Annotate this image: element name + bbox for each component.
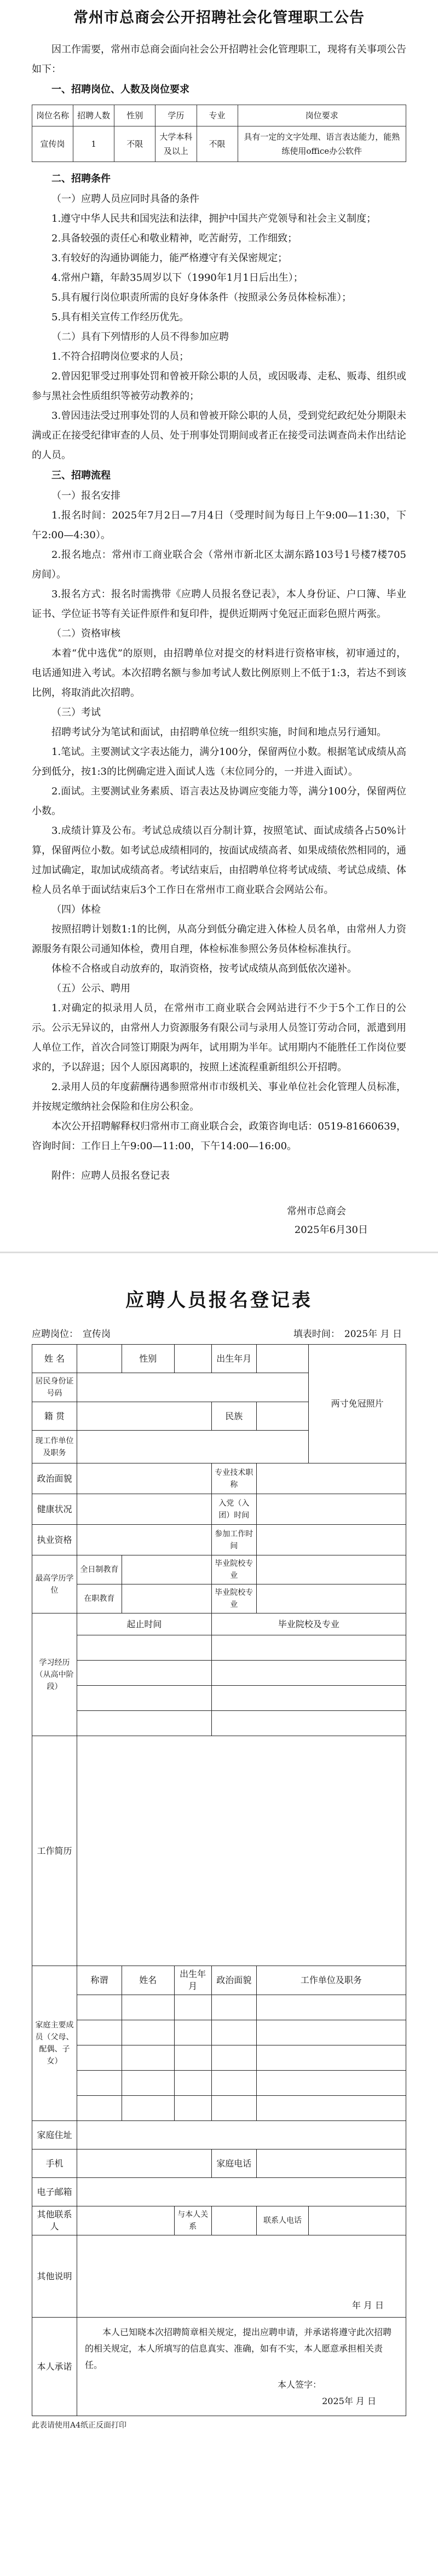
footnote: 此表请使用A4纸正反面打印 [32,2421,127,2430]
family-col: 姓名 [122,1966,174,1995]
join-label: 入党（入团）时间 [211,1494,256,1525]
family-cell[interactable] [174,2071,211,2096]
workplace-label: 现工作单位及职务 [32,1431,77,1463]
birth-input[interactable] [256,1345,309,1373]
table-cell: 具有一定的文字处理、语言表达能力，能熟练使用office办公软件 [238,126,406,162]
pledge-label: 本人承诺 [32,2318,77,2416]
title-cert-label: 专业技术职称 [211,1463,256,1494]
remark-label: 其他说明 [32,2235,77,2318]
contact-phone-input[interactable] [309,2206,406,2235]
registration-item: 3.报名方式：报名时需携带《应聘人员报名登记表》，本人身份证、户口簿、毕业证书、学位证书等有关证件原件和复印件，提供近期两寸免冠正面彩色照片两张。 [32,589,406,620]
family-col: 工作单位及职务 [256,1966,406,1995]
study-period-input[interactable] [77,1661,211,1686]
subsection-heading: （二）具有下列情形的人员不得参加应聘 [51,331,229,343]
signature-date: 2025年6月30日 [294,1224,368,1236]
work-exp-input[interactable] [77,1736,406,1966]
study-period-input[interactable] [77,1711,211,1736]
photo-box[interactable]: 两寸免冠照片 [309,1345,406,1463]
contact-phone-label: 联系人电话 [256,2206,309,2235]
ethnic-input[interactable] [256,1402,309,1431]
join-input[interactable] [256,1494,406,1525]
table-row [32,126,406,162]
attachment-line: 附件：应聘人员报名登记表 [51,1170,170,1182]
birth-label: 出生年月 [211,1345,256,1373]
edu-full-label: 全日制教育 [77,1555,122,1584]
workdate-label: 参加工作时间 [211,1525,256,1555]
exam-intro: 招聘考试分为笔试和面试，由招聘单位统一组织实施，时间和地点另行通知。 [51,727,387,738]
work-exp-label: 工作简历 [32,1736,77,1966]
exclusion-item: 2.曾因犯罪受过刑事处罚和曾被开除公职的人员，或因吸毒、走私、贩毒、组织或参与黑社会性质组织等被劳动教养的； [32,371,406,402]
address-label: 家庭住址 [32,2121,77,2149]
form-meta [32,1326,406,1340]
subsection-heading: （一）应聘人员应同时具备的条件 [51,193,199,205]
family-cell[interactable] [77,2045,122,2071]
family-cell[interactable] [174,2020,211,2045]
subsection-heading: （二）资格审核 [51,628,120,639]
email-input[interactable] [77,2178,406,2206]
study-school-input[interactable] [211,1661,406,1686]
home-phone-label: 家庭电话 [211,2149,256,2178]
exclusion-item: 3.曾因违法受过刑事处罚的人员和曾被开除公职的人员，受到党纪政纪处分期限未满或正在接受纪律审查的人员、处于刑事处罚期间或者正在接受司法调查尚未作出结论的人员。 [32,410,406,461]
family-col: 称谓 [77,1966,122,1995]
condition-item: 3.有较好的沟通协调能力，能严格遵守有关保密规定； [51,252,288,264]
positions-table [32,105,406,162]
family-cell[interactable] [77,2096,122,2121]
study-period-input[interactable] [77,1686,211,1711]
table-header: 学历 [155,105,197,126]
qual-label: 执业资格 [32,1525,77,1555]
school-major-header: 毕业院校及专业 [211,1613,406,1635]
family-col: 出生年月 [174,1966,211,1995]
form-title: 应聘人员报名登记表 [125,1289,313,1311]
review-text: 本着“优中选优”的原则，由招聘单位对提交的材料进行资格审核，初审通过的，电话通知进入考试。本次招聘名额与参加考试人数比例原则上不低于1:3，若达不到该比例，将取消此次招聘。 [32,648,406,699]
address-input[interactable] [77,2121,406,2149]
name-input[interactable] [77,1345,122,1373]
family-cell[interactable] [211,2096,256,2121]
registration-item: 2.报名地点：常州市工商业联合会（常州市新北区太湖东路103号1号楼7楼705房间）。 [32,549,406,580]
relation-input[interactable] [211,2206,256,2235]
health-input[interactable] [77,1494,211,1525]
study-school-input[interactable] [211,1686,406,1711]
subsection-heading: （五）公示、聘用 [51,983,130,994]
name-label: 姓 名 [32,1345,77,1373]
ethnic-label: 民族 [211,1402,256,1431]
pledge-sign: 本人签字： [277,2379,321,2390]
mobile-input[interactable] [77,2149,211,2178]
exclusion-item: 1.不符合招聘岗位要求的人员； [51,351,189,362]
family-cell[interactable] [77,2071,122,2096]
subsection-heading: （四）体检 [51,904,101,915]
family-cell[interactable] [211,1995,256,2020]
family-cell[interactable] [174,1995,211,2020]
table-header: 性别 [114,105,155,126]
study-period-input[interactable] [77,1635,211,1661]
position-value: 宣传岗 [83,1329,111,1340]
date-label: 填表时间： [293,1329,340,1340]
relation-label: 与本人关系 [174,2206,211,2235]
table-header: 岗位名称 [32,105,73,126]
table-cell: 宣传岗 [32,126,73,162]
table-cell: 不限 [197,126,238,162]
health-item: 按照招聘计划数1:1的比例，从高分到低分确定进入体检人员名单，由常州人力资源服务有限公司通知体检，费用自理，体检标准参照公务员体检标准执行。 [32,924,406,955]
family-cell[interactable] [122,2096,174,2121]
politics-label: 政治面貌 [32,1463,77,1494]
condition-item: 1.遵守中华人民共和国宪法和法律，拥护中国共产党领导和社会主义制度； [51,213,377,224]
pledge-text: 本人已知晓本次招聘简章相关规定，提出应聘申请，并承诺将遵守此次招聘的相关规定，本人所填写的信息真实、准确，如有不实，本人愿意承担相关责任。 [84,2326,391,2370]
exam-item: 1.笔试。主要测试文字表达能力，满分100分，保留两位小数。根据笔试成绩从高分到低分，按1:3的比例确定进入面试人选（末位同分的，一并进入面试）。 [32,746,406,777]
section-heading-process: 三、招聘流程 [51,470,111,481]
family-cell[interactable] [211,2020,256,2045]
home-phone-input[interactable] [256,2149,406,2178]
condition-item: 5.具有相关宣传工作经历优先。 [51,312,189,323]
family-cell[interactable] [256,2020,406,2045]
table-header: 招聘人数 [73,105,114,126]
family-cell[interactable] [122,2071,174,2096]
date-value: 2025年 月 日 [344,1329,402,1340]
condition-item: 2.具备较强的责任心和敬业精神，吃苦耐劳，工作细致； [51,233,298,244]
family-cell[interactable] [256,2045,406,2071]
family-cell[interactable] [174,2096,211,2121]
registration-table [32,1344,406,2416]
registration-form [0,1253,438,2430]
hire-item: 2.录用人员的年度薪酬待遇参照常州市市级机关、事业单位社会化管理人员标准，并按规定缴纳社会保险和住房公积金。 [32,1081,406,1113]
origin-input[interactable] [77,1402,211,1431]
section-heading-positions: 一、招聘岗位、人数及岗位要求 [51,84,189,95]
period-header: 起止时间 [77,1613,211,1635]
other-contact-input[interactable] [77,2206,174,2235]
edu-label: 最高学历学位 [32,1555,77,1613]
school-full-input[interactable] [256,1555,406,1584]
table-cell: 不限 [114,126,155,162]
remark-input[interactable] [77,2235,406,2318]
family-cell[interactable] [122,1995,174,2020]
origin-label: 籍 贯 [32,1402,77,1431]
table-header: 专业 [197,105,238,126]
qual-input[interactable] [77,1525,211,1555]
family-cell[interactable] [122,2020,174,2045]
exam-item: 2.面试。主要测试业务素质、语言表达及协调应变能力等，满分100分，保留两位小数。 [32,786,406,817]
family-cell[interactable] [256,2096,406,2121]
page-title: 常州市总商会公开招聘社会化管理职工公告 [73,9,365,26]
condition-item: 4.常州户籍，年龄35周岁以下（1990年1月1日后出生）； [51,272,303,284]
edu-full-input[interactable] [122,1555,211,1584]
table-header: 岗位要求 [238,105,406,126]
table-cell: 大学本科及以上 [155,126,197,162]
hire-item: 1.对确定的拟录用人员，在常州市工商业联合会网站进行不少于5个工作日的公示。公示无异议的，由常州人力资源服务有限公司与录用人员签订劳动合同，派遣到用人单位工作，首次合同签订期限为两年，试用期为半年。试用期内不能胜任工作岗位要求的，予以辞退；因个人原因离职的，按照上述流程重新组织公开招聘。 [32,1002,406,1073]
gender-input[interactable] [174,1345,211,1373]
study-label: 学习经历（从高中阶段） [32,1613,77,1736]
family-label: 家庭主要成员（父母、配偶、子女） [32,1966,77,2121]
registration-item: 1.报名时间：2025年7月2日—7月4日（受理时间为每日上午9:00—11:30，下午2:00—4:30）。 [32,510,406,541]
workdate-input[interactable] [256,1525,406,1555]
gender-label: 性别 [122,1345,174,1373]
school-label-2: 毕业院校专业 [211,1584,256,1613]
announcement [0,0,438,1240]
email-label: 电子邮箱 [32,2178,77,2206]
section-heading-conditions: 二、招聘条件 [51,173,111,185]
exam-item: 3.成绩计算及公布。考试总成绩以百分制计算，按照笔试、面试成绩各占50%计算，保留两位小数。如考试总成绩相同的，按面试成绩高者、如果成绩依然相同的，通过加试确定，取加试成绩高者。考试结束后，由招聘单位将考试成绩、考试总成绩、体检人员名单于面试结束后3个工作日在常州市工商业联合会网站公布。 [32,825,406,896]
family-cell[interactable] [122,2045,174,2071]
family-cell[interactable] [256,1995,406,2020]
condition-item: 5.具有履行岗位职责所需的良好身体条件（按照录公务员体检标准）； [51,292,352,303]
family-cell[interactable] [77,1995,122,2020]
other-contact-label: 其他联系人 [32,2206,77,2235]
table-cell: 1 [73,126,114,162]
health-label: 健康状况 [32,1494,77,1525]
title-cert-input[interactable] [256,1463,406,1494]
edu-part-label: 在职教育 [77,1584,122,1613]
family-col: 政治面貌 [211,1966,256,1995]
remark-date: 年 月 日 [351,2300,384,2310]
subsection-heading: （一）报名安排 [51,490,120,502]
study-school-input[interactable] [211,1711,406,1736]
edu-part-input[interactable] [122,1584,211,1613]
family-cell[interactable] [256,2071,406,2096]
id-input[interactable] [77,1373,308,1402]
school-label: 毕业院校专业 [211,1555,256,1584]
politics-input[interactable] [77,1463,211,1494]
study-school-input[interactable] [211,1635,406,1661]
pledge-date: 2025年 月 日 [322,2395,376,2406]
contact-text: 本次公开招聘解释权归常州市工商业联合会，政策咨询电话：0519-81660639，咨询时间：工作日上午9:00—11:00，下午14:00—16:00。 [32,1121,406,1152]
id-label: 居民身份证号码 [32,1373,77,1402]
intro-text: 因工作需要，常州市总商会面向社会公开招聘社会化管理职工，现将有关事项公告如下： [32,44,406,75]
school-part-input[interactable] [256,1584,406,1613]
workplace-input[interactable] [77,1431,308,1463]
table-header-row [32,105,406,126]
subsection-heading: （三）考试 [51,707,101,718]
family-cell[interactable] [174,2045,211,2071]
position-label: 应聘岗位： [32,1329,78,1340]
signature-org: 常州市总商会 [287,1206,346,1217]
mobile-label: 手机 [32,2149,77,2178]
family-cell[interactable] [77,2020,122,2045]
family-cell[interactable] [211,2071,256,2096]
pledge-box [77,2318,406,2416]
health-item: 体检不合格或自动放弃的，取消资格，按考试成绩从高到低依次递补。 [51,963,357,975]
family-cell[interactable] [211,2045,256,2071]
